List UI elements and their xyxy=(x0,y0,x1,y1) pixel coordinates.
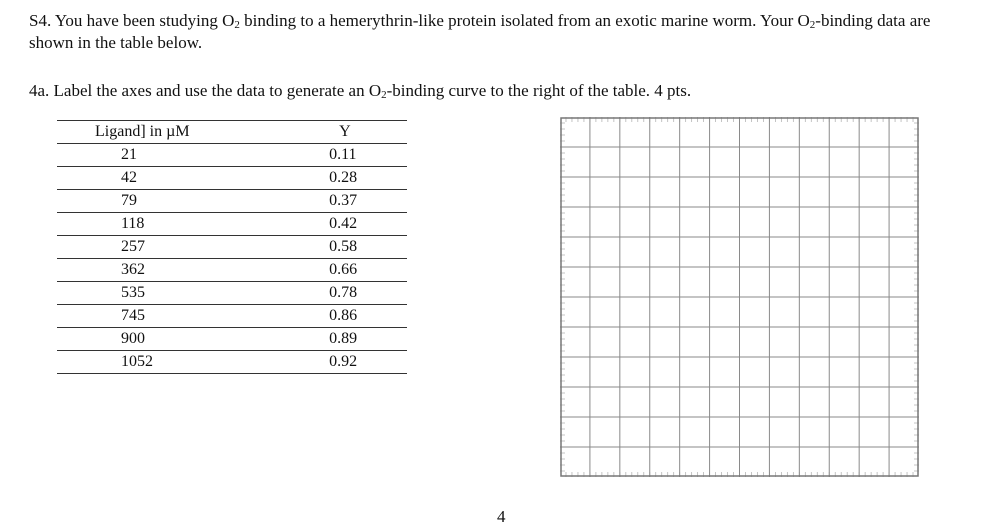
table-row xyxy=(57,259,407,282)
table-row xyxy=(57,282,407,305)
ligand-cell: 257 xyxy=(57,236,253,259)
question-4a-text xyxy=(29,80,979,102)
y-cell: 0.89 xyxy=(253,328,407,351)
y-cell: 0.28 xyxy=(253,167,407,190)
ligand-cell: 900 xyxy=(57,328,253,351)
ligand-cell: 745 xyxy=(57,305,253,328)
ligand-cell: 42 xyxy=(57,167,253,190)
header-ligand: Ligand] in µM xyxy=(57,121,253,144)
page-number: 4 xyxy=(497,507,506,526)
table-row xyxy=(57,305,407,328)
o2-subscript: 2 xyxy=(381,89,387,101)
ligand-cell: 535 xyxy=(57,282,253,305)
o2-subscript: 2 xyxy=(809,19,816,31)
y-cell: 0.78 xyxy=(253,282,407,305)
question-s4-part-c: -binding data are shown in the table below. xyxy=(29,11,931,52)
question-s4-text xyxy=(29,10,979,54)
table-row xyxy=(57,144,407,167)
table-header-row xyxy=(57,121,407,144)
header-y: Y xyxy=(253,121,407,144)
table-row xyxy=(57,167,407,190)
table-row xyxy=(57,190,407,213)
y-cell: 0.37 xyxy=(253,190,407,213)
question-s4-part-a: S4. You have been studying O xyxy=(29,11,235,30)
question-4a-part-b: -binding curve to the right of the table. 4 pts. xyxy=(386,81,692,100)
ligand-cell: 21 xyxy=(57,144,253,167)
blank-graph-grid[interactable] xyxy=(560,117,919,477)
y-cell: 0.58 xyxy=(253,236,407,259)
grid-major-lines xyxy=(560,117,919,477)
y-cell: 0.92 xyxy=(253,351,407,374)
y-cell: 0.66 xyxy=(253,259,407,282)
y-cell: 0.42 xyxy=(253,213,407,236)
question-s4-part-b: binding to a hemerythrin-like protein isolated from an exotic marine worm. Your O xyxy=(239,11,810,30)
table-row xyxy=(57,328,407,351)
y-cell: 0.11 xyxy=(253,144,407,167)
ligand-cell: 1052 xyxy=(57,351,253,374)
binding-data-table xyxy=(57,120,407,374)
question-4a-part-a: 4a. Label the axes and use the data to generate an O xyxy=(29,81,382,100)
table-row xyxy=(57,236,407,259)
ligand-cell: 362 xyxy=(57,259,253,282)
ligand-cell: 118 xyxy=(57,213,253,236)
ligand-cell: 79 xyxy=(57,190,253,213)
table-row xyxy=(57,351,407,374)
table-row xyxy=(57,213,407,236)
o2-subscript: 2 xyxy=(234,19,240,31)
y-cell: 0.86 xyxy=(253,305,407,328)
